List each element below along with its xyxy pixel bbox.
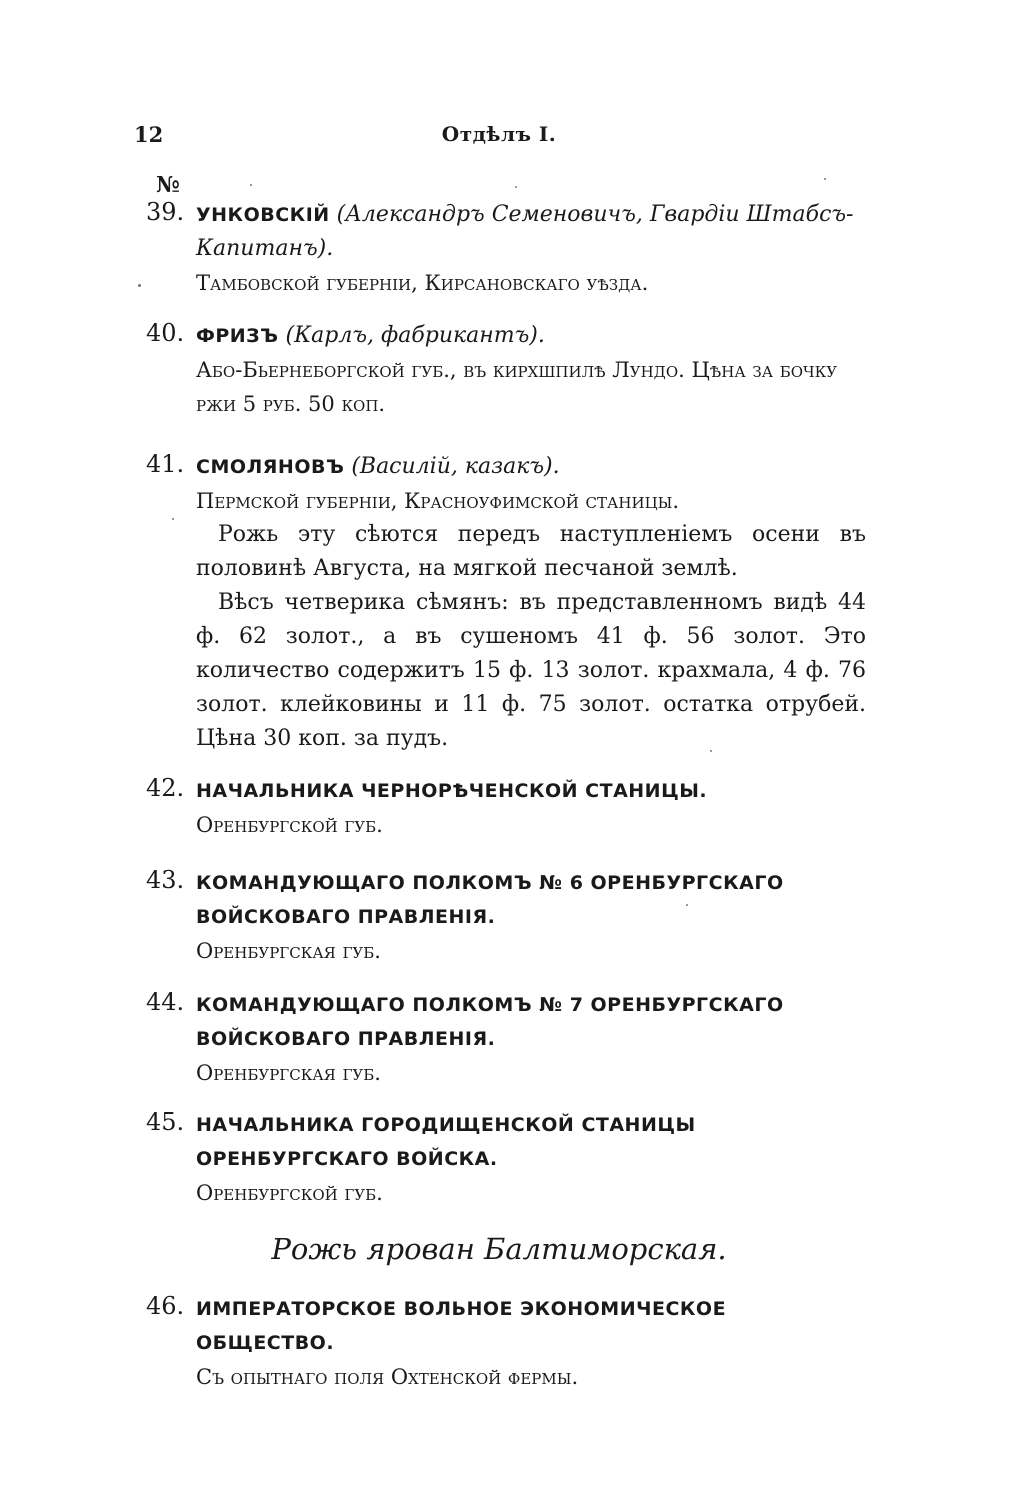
scan-speck	[138, 284, 141, 287]
entry-name: ИМПЕРАТОРСКОЕ ВОЛЬНОЕ ЭКОНОМИЧЕСКОЕ ОБЩЕСТВО.	[196, 1298, 727, 1354]
entry-place: Оренбургская губ.	[196, 1061, 381, 1085]
entry-44	[146, 988, 866, 1090]
entry-place: Тамбовской губерніи, Кирсановскаго уѣзда.	[196, 271, 649, 295]
entry-number: 42.	[146, 774, 185, 802]
entry-place: Съ опытнаго поля Охтенской фермы.	[196, 1365, 579, 1389]
entry-name: УНКОВСКІЙ	[196, 204, 330, 226]
entry-number: 39.	[146, 198, 185, 226]
entry-number: 40.	[146, 319, 185, 347]
entry-place: Або-Бьернеборгской губ., въ кирхшпилѣ Лундо. Цѣна за бочку ржи 5 руб. 50 коп.	[196, 358, 838, 416]
entry-46	[146, 1292, 866, 1394]
description-paragraph: Рожь эту сѣются передъ наступленіемъ осени въ половинѣ Августа, на мягкой песчаной землѣ.	[196, 522, 866, 581]
entry-number: 41.	[146, 450, 185, 478]
entry-43	[146, 866, 866, 968]
scan-speck	[710, 750, 712, 752]
entry-place: Оренбургской губ.	[196, 1181, 383, 1205]
entry-place: Оренбургской губ.	[196, 813, 383, 837]
entry-name: НАЧАЛЬНИКА ЧЕРНОРѢЧЕНСКОЙ СТАНИЦЫ.	[196, 780, 708, 802]
entry-40	[146, 319, 866, 421]
entry-number: 44.	[146, 988, 185, 1016]
entry-name: КОМАНДУЮЩАГО ПОЛКОМЪ № 7 ОРЕНБУРГСКАГО ВОЙСКОВАГО ПРАВЛЕНІЯ.	[196, 994, 784, 1050]
scan-speck	[172, 518, 174, 520]
scan-speck	[515, 186, 517, 188]
scan-speck	[250, 184, 252, 186]
page-header	[134, 122, 864, 152]
scan-speck	[686, 904, 688, 906]
entry-45	[146, 1108, 866, 1210]
entry-number: 45.	[146, 1108, 185, 1136]
entry-name: НАЧАЛЬНИКА ГОРОДИЩЕНСКОЙ СТАНИЦЫ ОРЕНБУРГСКАГО ВОЙСКА.	[196, 1114, 696, 1170]
entry-name: СМОЛЯНОВЪ	[196, 456, 345, 478]
entry-name: ФРИЗЪ	[196, 325, 279, 347]
entry-note: (Карлъ, фабрикантъ).	[285, 323, 545, 348]
entry-note: (Василій, казакъ).	[351, 454, 560, 479]
entry-place: Оренбургская губ.	[196, 939, 381, 963]
entry-39	[146, 198, 866, 300]
entry-description	[196, 518, 866, 756]
entry-42	[146, 774, 866, 842]
page-number: 12	[134, 122, 164, 147]
entry-note: (Александръ Семеновичъ, Гвардіи Штабсъ-Капитанъ).	[196, 202, 854, 261]
entry-41	[146, 450, 866, 756]
scan-speck	[824, 178, 826, 180]
description-paragraph: Вѣсъ четверика сѣмянъ: въ представленномъ видѣ 44 ф. 62 золот., а въ сушеномъ 41 ф. 56 золот. Это количество содержитъ 15 ф. 13 золот. крахмала, 4 ф. 76 золот. клейковины и 11 ф. 75 золот. остатка отрубей. Цѣна 30 коп. за пудъ.	[196, 590, 866, 751]
section-subtitle: Рожь ярован Балтиморская.	[271, 1232, 727, 1266]
entry-number: 46.	[146, 1292, 185, 1320]
entry-place: Пермской губерніи, Красноуфимской станицы.	[196, 489, 680, 513]
section-title: Отдѣлъ I.	[441, 122, 557, 146]
numero-sign: №	[156, 172, 180, 198]
entry-number: 43.	[146, 866, 185, 894]
entry-name: КОМАНДУЮЩАГО ПОЛКОМЪ № 6 ОРЕНБУРГСКАГО ВОЙСКОВАГО ПРАВЛЕНІЯ.	[196, 872, 784, 928]
